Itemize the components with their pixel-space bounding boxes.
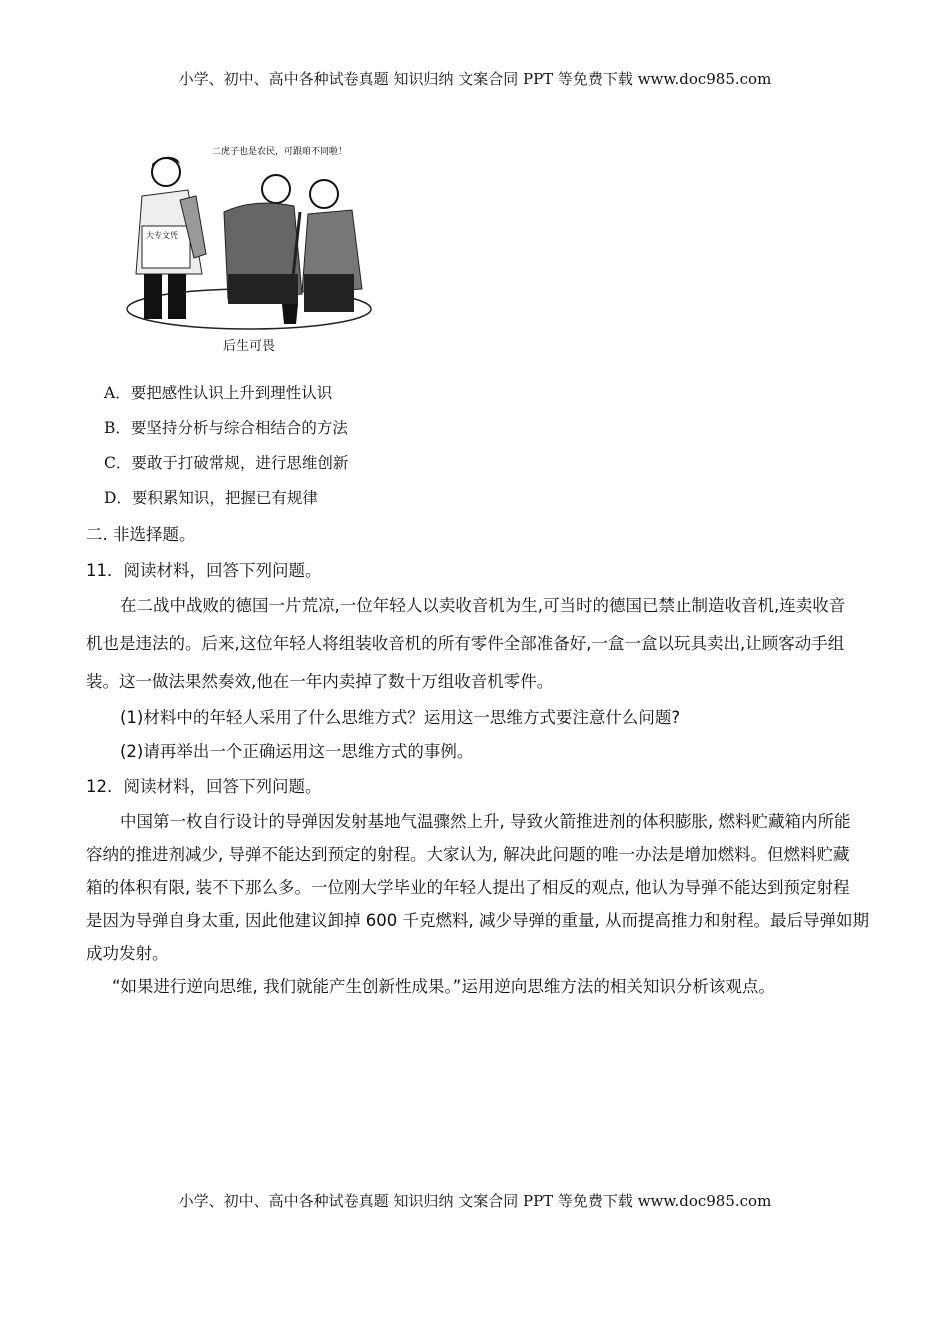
q12-question: “如果进行逆向思维, 我们就能产生创新性成果。”运用逆向思维方法的相关知识分析该观点。 bbox=[112, 977, 775, 996]
q12-line: 中国第一枚自行设计的导弹因发射基地气温骤然上升, 导致火箭推进剂的体积膨胀, 燃料贮藏箱内所能 bbox=[120, 812, 851, 831]
cartoon-illustration bbox=[124, 134, 374, 334]
option-d: D．要积累知识，把握已有规律 bbox=[104, 489, 318, 507]
q11-line: 装。这一做法果然奏效,他在一年内卖掉了数十万组收音机零件。 bbox=[86, 672, 554, 691]
q12-line: 箱的体积有限, 装不下那么多。一位刚大学毕业的年轻人提出了相反的观点, 他认为导弹不能达到预定射程 bbox=[86, 878, 850, 897]
q12-line: 成功发射。 bbox=[86, 944, 169, 963]
page-header: 小学、初中、高中各种试卷真题 知识归纳 文案合同 PPT 等免费下载 www.doc985.com bbox=[178, 70, 772, 88]
option-c: C．要敢于打破常规，进行思维创新 bbox=[104, 454, 349, 472]
q12-title: 12．阅读材料，回答下列问题。 bbox=[86, 777, 322, 796]
section-heading: 二. 非选择题。 bbox=[86, 525, 196, 544]
q11-sub2: (2)请再举出一个正确运用这一思维方式的事例。 bbox=[120, 742, 474, 761]
cartoon-caption: 后生可畏 bbox=[222, 339, 275, 354]
q12-line: 是因为导弹自身太重, 因此他建议卸掉 600 千克燃料, 减少导弹的重量, 从而提高推力和射程。最后导弹如期 bbox=[86, 911, 869, 930]
q11-line: 机也是违法的。后来,这位年轻人将组装收音机的所有零件全部准备好,一盒一盒以玩具卖出,让顾客动手组 bbox=[86, 634, 845, 653]
q11-sub1: (1)材料中的年轻人采用了什么思维方式？运用这一思维方式要注意什么问题? bbox=[120, 708, 681, 727]
page-footer: 小学、初中、高中各种试卷真题 知识归纳 文案合同 PPT 等免费下载 www.doc985.com bbox=[178, 1192, 772, 1210]
q11-line: 在二战中战败的德国一片荒凉,一位年轻人以卖收音机为生,可当时的德国已禁止制造收音机,连卖收音 bbox=[120, 596, 846, 615]
speech-text: 二虎子也是农民，可跟咱不同啦！ bbox=[212, 147, 348, 157]
q11-title: 11．阅读材料，回答下列问题。 bbox=[86, 561, 322, 580]
option-a: A．要把感性认识上升到理性认识 bbox=[104, 384, 333, 402]
book-label: 大专文凭 bbox=[146, 231, 178, 240]
option-b: B．要坚持分析与综合相结合的方法 bbox=[104, 419, 348, 437]
q12-line: 容纳的推进剂减少, 导弹不能达到预定的射程。大家认为, 解决此问题的唯一办法是增加燃料。但燃料贮藏 bbox=[86, 845, 850, 864]
